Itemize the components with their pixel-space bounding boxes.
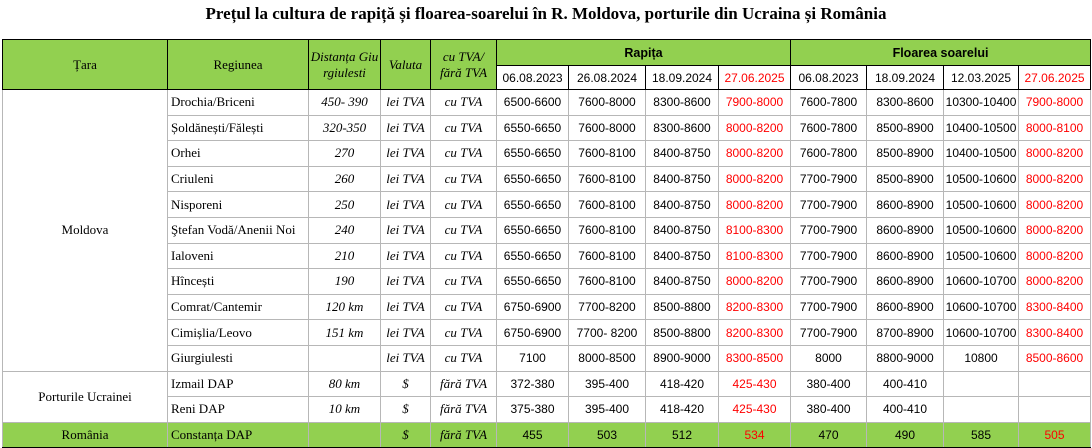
floarea-price-cell: 8600-8900 <box>867 294 944 320</box>
country-cell: Porturile Ucrainei <box>3 371 168 422</box>
rapita-price-cell: 418-420 <box>646 371 719 397</box>
rapita-price-cell: 8500-8800 <box>646 320 719 346</box>
table-row <box>3 422 1091 448</box>
vat-cell: fără TVA <box>431 397 497 423</box>
header-date: 18.09.2024 <box>646 66 719 90</box>
header-date: 12.03.2025 <box>944 66 1019 90</box>
vat-cell: cu TVA <box>431 115 497 141</box>
region-cell: Șoldănești/Fălești <box>168 115 309 141</box>
floarea-price-cell: 10600-10700 <box>944 320 1019 346</box>
floarea-price-cell: 10600-10700 <box>944 269 1019 295</box>
rapita-price-cell: 7600-8000 <box>569 115 646 141</box>
header-floarea: Floarea soarelui <box>791 40 1091 66</box>
rapita-price-cell: 8300-8600 <box>646 90 719 116</box>
floarea-price-cell: 8000-8200 <box>1019 217 1091 243</box>
rapita-price-cell: 8400-8750 <box>646 243 719 269</box>
floarea-price-cell: 10500-10600 <box>944 217 1019 243</box>
vat-cell: fără TVA <box>431 371 497 397</box>
rapita-price-cell: 6550-6650 <box>497 217 569 243</box>
floarea-price-cell: 7600-7800 <box>791 90 867 116</box>
floarea-price-cell <box>1019 397 1091 423</box>
rapita-price-cell: 6500-6600 <box>497 90 569 116</box>
rapita-price-cell: 7700- 8200 <box>569 320 646 346</box>
rapita-price-cell: 8100-8300 <box>719 243 791 269</box>
distance-cell: 450- 390 <box>309 90 381 116</box>
rapita-price-cell: 8000-8200 <box>719 141 791 167</box>
currency-cell: lei TVA <box>381 243 431 269</box>
floarea-price-cell: 8000 <box>791 345 867 371</box>
rapita-price-cell: 8900-9000 <box>646 345 719 371</box>
vat-cell: fără TVA <box>431 422 497 448</box>
vat-cell: cu TVA <box>431 166 497 192</box>
region-cell: Hîncești <box>168 269 309 295</box>
floarea-price-cell: 8000-8200 <box>1019 141 1091 167</box>
floarea-price-cell: 10500-10600 <box>944 166 1019 192</box>
distance-cell: 80 km <box>309 371 381 397</box>
vat-cell: cu TVA <box>431 345 497 371</box>
rapita-price-cell: 7600-8100 <box>569 141 646 167</box>
distance-cell: 270 <box>309 141 381 167</box>
price-table <box>2 39 1091 448</box>
rapita-price-cell: 425-430 <box>719 397 791 423</box>
table-row <box>3 371 1091 397</box>
rapita-price-cell: 8200-8300 <box>719 320 791 346</box>
region-cell: Drochia/Briceni <box>168 90 309 116</box>
floarea-price-cell: 10600-10700 <box>944 294 1019 320</box>
floarea-price-cell <box>1019 371 1091 397</box>
header-date: 27.06.2025 <box>1019 66 1091 90</box>
rapita-price-cell: 6550-6650 <box>497 192 569 218</box>
floarea-price-cell: 8600-8900 <box>867 192 944 218</box>
vat-cell: cu TVA <box>431 269 497 295</box>
floarea-price-cell: 10800 <box>944 345 1019 371</box>
rapita-price-cell: 8000-8200 <box>719 269 791 295</box>
rapita-price-cell: 8200-8300 <box>719 294 791 320</box>
currency-cell: $ <box>381 371 431 397</box>
floarea-price-cell: 10300-10400 <box>944 90 1019 116</box>
distance-cell: 240 <box>309 217 381 243</box>
header-tara: Țara <box>3 40 168 90</box>
rapita-price-cell: 503 <box>569 422 646 448</box>
rapita-price-cell: 395-400 <box>569 397 646 423</box>
currency-cell: lei TVA <box>381 192 431 218</box>
floarea-price-cell: 10400-10500 <box>944 141 1019 167</box>
rapita-price-cell: 7600-8100 <box>569 217 646 243</box>
region-cell: Comrat/Cantemir <box>168 294 309 320</box>
rapita-price-cell: 7600-8100 <box>569 269 646 295</box>
floarea-price-cell: 7900-8000 <box>1019 90 1091 116</box>
floarea-price-cell: 7700-7900 <box>791 269 867 295</box>
floarea-price-cell: 7700-7900 <box>791 217 867 243</box>
header-date: 06.08.2023 <box>497 66 569 90</box>
floarea-price-cell: 10400-10500 <box>944 115 1019 141</box>
rapita-price-cell: 8100-8300 <box>719 217 791 243</box>
distance-cell: 320-350 <box>309 115 381 141</box>
rapita-price-cell: 6550-6650 <box>497 269 569 295</box>
floarea-price-cell: 8500-8600 <box>1019 345 1091 371</box>
floarea-price-cell: 585 <box>944 422 1019 448</box>
rapita-price-cell: 8400-8750 <box>646 217 719 243</box>
header-date: 06.08.2023 <box>791 66 867 90</box>
currency-cell: $ <box>381 397 431 423</box>
floarea-price-cell: 8000-8200 <box>1019 243 1091 269</box>
currency-cell: lei TVA <box>381 320 431 346</box>
floarea-price-cell: 380-400 <box>791 371 867 397</box>
currency-cell: lei TVA <box>381 141 431 167</box>
floarea-price-cell: 7700-7900 <box>791 192 867 218</box>
rapita-price-cell: 8300-8500 <box>719 345 791 371</box>
distance-cell: 260 <box>309 166 381 192</box>
currency-cell: lei TVA <box>381 269 431 295</box>
page-title: Prețul la cultura de rapiță și floarea-soarelui în R. Moldova, porturile din Ucraina și România <box>205 4 887 23</box>
floarea-price-cell: 8600-8900 <box>867 243 944 269</box>
region-cell: Cimișlia/Leovo <box>168 320 309 346</box>
floarea-price-cell: 7700-7900 <box>791 320 867 346</box>
header-date: 27.06.2025 <box>719 66 791 90</box>
floarea-price-cell <box>944 371 1019 397</box>
region-cell: Izmail DAP <box>168 371 309 397</box>
distance-cell: 250 <box>309 192 381 218</box>
rapita-price-cell: 8000-8200 <box>719 192 791 218</box>
rapita-price-cell: 455 <box>497 422 569 448</box>
rapita-price-cell: 8000-8500 <box>569 345 646 371</box>
floarea-price-cell: 8000-8100 <box>1019 115 1091 141</box>
floarea-price-cell: 8000-8200 <box>1019 192 1091 218</box>
distance-cell: 10 km <box>309 397 381 423</box>
floarea-price-cell: 8000-8200 <box>1019 269 1091 295</box>
floarea-price-cell: 7700-7900 <box>791 243 867 269</box>
rapita-price-cell: 8400-8750 <box>646 166 719 192</box>
vat-cell: cu TVA <box>431 217 497 243</box>
rapita-price-cell: 7900-8000 <box>719 90 791 116</box>
rapita-price-cell: 425-430 <box>719 371 791 397</box>
rapita-price-cell: 6550-6650 <box>497 115 569 141</box>
floarea-price-cell: 7700-7900 <box>791 166 867 192</box>
floarea-price-cell: 8300-8400 <box>1019 294 1091 320</box>
floarea-price-cell: 8500-8900 <box>867 115 944 141</box>
header-regiunea: Regiunea <box>168 40 309 90</box>
rapita-price-cell: 6750-6900 <box>497 294 569 320</box>
rapita-price-cell: 8400-8750 <box>646 269 719 295</box>
rapita-price-cell: 8000-8200 <box>719 166 791 192</box>
vat-cell: cu TVA <box>431 141 497 167</box>
region-cell: Nisporeni <box>168 192 309 218</box>
rapita-price-cell: 7100 <box>497 345 569 371</box>
floarea-price-cell: 505 <box>1019 422 1091 448</box>
header-distanta: Distanța Giurgiulesti <box>309 40 381 90</box>
rapita-price-cell: 8000-8200 <box>719 115 791 141</box>
distance-cell <box>309 422 381 448</box>
region-cell: Orhei <box>168 141 309 167</box>
region-cell: Constanța DAP <box>168 422 309 448</box>
region-cell: Criuleni <box>168 166 309 192</box>
distance-cell: 151 km <box>309 320 381 346</box>
vat-cell: cu TVA <box>431 243 497 269</box>
distance-cell: 190 <box>309 269 381 295</box>
floarea-price-cell: 8300-8400 <box>1019 320 1091 346</box>
rapita-price-cell: 6550-6650 <box>497 141 569 167</box>
floarea-price-cell <box>944 397 1019 423</box>
rapita-price-cell: 395-400 <box>569 371 646 397</box>
distance-cell: 120 km <box>309 294 381 320</box>
distance-cell <box>309 345 381 371</box>
rapita-price-cell: 418-420 <box>646 397 719 423</box>
floarea-price-cell: 8000-8200 <box>1019 166 1091 192</box>
rapita-price-cell: 8400-8750 <box>646 192 719 218</box>
currency-cell: lei TVA <box>381 345 431 371</box>
floarea-price-cell: 470 <box>791 422 867 448</box>
floarea-price-cell: 10500-10600 <box>944 192 1019 218</box>
floarea-price-cell: 8500-8900 <box>867 141 944 167</box>
distance-cell: 210 <box>309 243 381 269</box>
rapita-price-cell: 7600-8100 <box>569 192 646 218</box>
vat-cell: cu TVA <box>431 294 497 320</box>
floarea-price-cell: 8700-8900 <box>867 320 944 346</box>
currency-cell: lei TVA <box>381 294 431 320</box>
rapita-price-cell: 7600-8100 <box>569 166 646 192</box>
floarea-price-cell: 8600-8900 <box>867 217 944 243</box>
floarea-price-cell: 7600-7800 <box>791 115 867 141</box>
floarea-price-cell: 400-410 <box>867 397 944 423</box>
table-row <box>3 90 1091 116</box>
floarea-price-cell: 8500-8900 <box>867 166 944 192</box>
floarea-price-cell: 400-410 <box>867 371 944 397</box>
country-cell: România <box>3 422 168 448</box>
floarea-price-cell: 8600-8900 <box>867 269 944 295</box>
rapita-price-cell: 8400-8750 <box>646 141 719 167</box>
currency-cell: lei TVA <box>381 217 431 243</box>
header-tva: cu TVA/ fără TVA <box>431 40 497 90</box>
floarea-price-cell: 8800-9000 <box>867 345 944 371</box>
region-cell: Ştefan Vodă/Anenii Noi <box>168 217 309 243</box>
floarea-price-cell: 380-400 <box>791 397 867 423</box>
floarea-price-cell: 7700-7900 <box>791 294 867 320</box>
rapita-price-cell: 8500-8800 <box>646 294 719 320</box>
vat-cell: cu TVA <box>431 90 497 116</box>
rapita-price-cell: 7600-8100 <box>569 243 646 269</box>
currency-cell: $ <box>381 422 431 448</box>
vat-cell: cu TVA <box>431 320 497 346</box>
floarea-price-cell: 8300-8600 <box>867 90 944 116</box>
header-date: 26.08.2024 <box>569 66 646 90</box>
rapita-price-cell: 7700-8200 <box>569 294 646 320</box>
rapita-price-cell: 6750-6900 <box>497 320 569 346</box>
header-rapita: Rapița <box>497 40 791 66</box>
rapita-price-cell: 375-380 <box>497 397 569 423</box>
currency-cell: lei TVA <box>381 115 431 141</box>
header-date: 18.09.2024 <box>867 66 944 90</box>
floarea-price-cell: 10500-10600 <box>944 243 1019 269</box>
rapita-price-cell: 6550-6650 <box>497 166 569 192</box>
floarea-price-cell: 7600-7800 <box>791 141 867 167</box>
rapita-price-cell: 6550-6650 <box>497 243 569 269</box>
rapita-price-cell: 8300-8600 <box>646 115 719 141</box>
rapita-price-cell: 372-380 <box>497 371 569 397</box>
currency-cell: lei TVA <box>381 90 431 116</box>
region-cell: Giurgiulesti <box>168 345 309 371</box>
vat-cell: cu TVA <box>431 192 497 218</box>
rapita-price-cell: 512 <box>646 422 719 448</box>
rapita-price-cell: 7600-8000 <box>569 90 646 116</box>
header-valuta: Valuta <box>381 40 431 90</box>
country-cell: Moldova <box>3 90 168 372</box>
floarea-price-cell: 490 <box>867 422 944 448</box>
region-cell: Ialoveni <box>168 243 309 269</box>
rapita-price-cell: 534 <box>719 422 791 448</box>
currency-cell: lei TVA <box>381 166 431 192</box>
region-cell: Reni DAP <box>168 397 309 423</box>
